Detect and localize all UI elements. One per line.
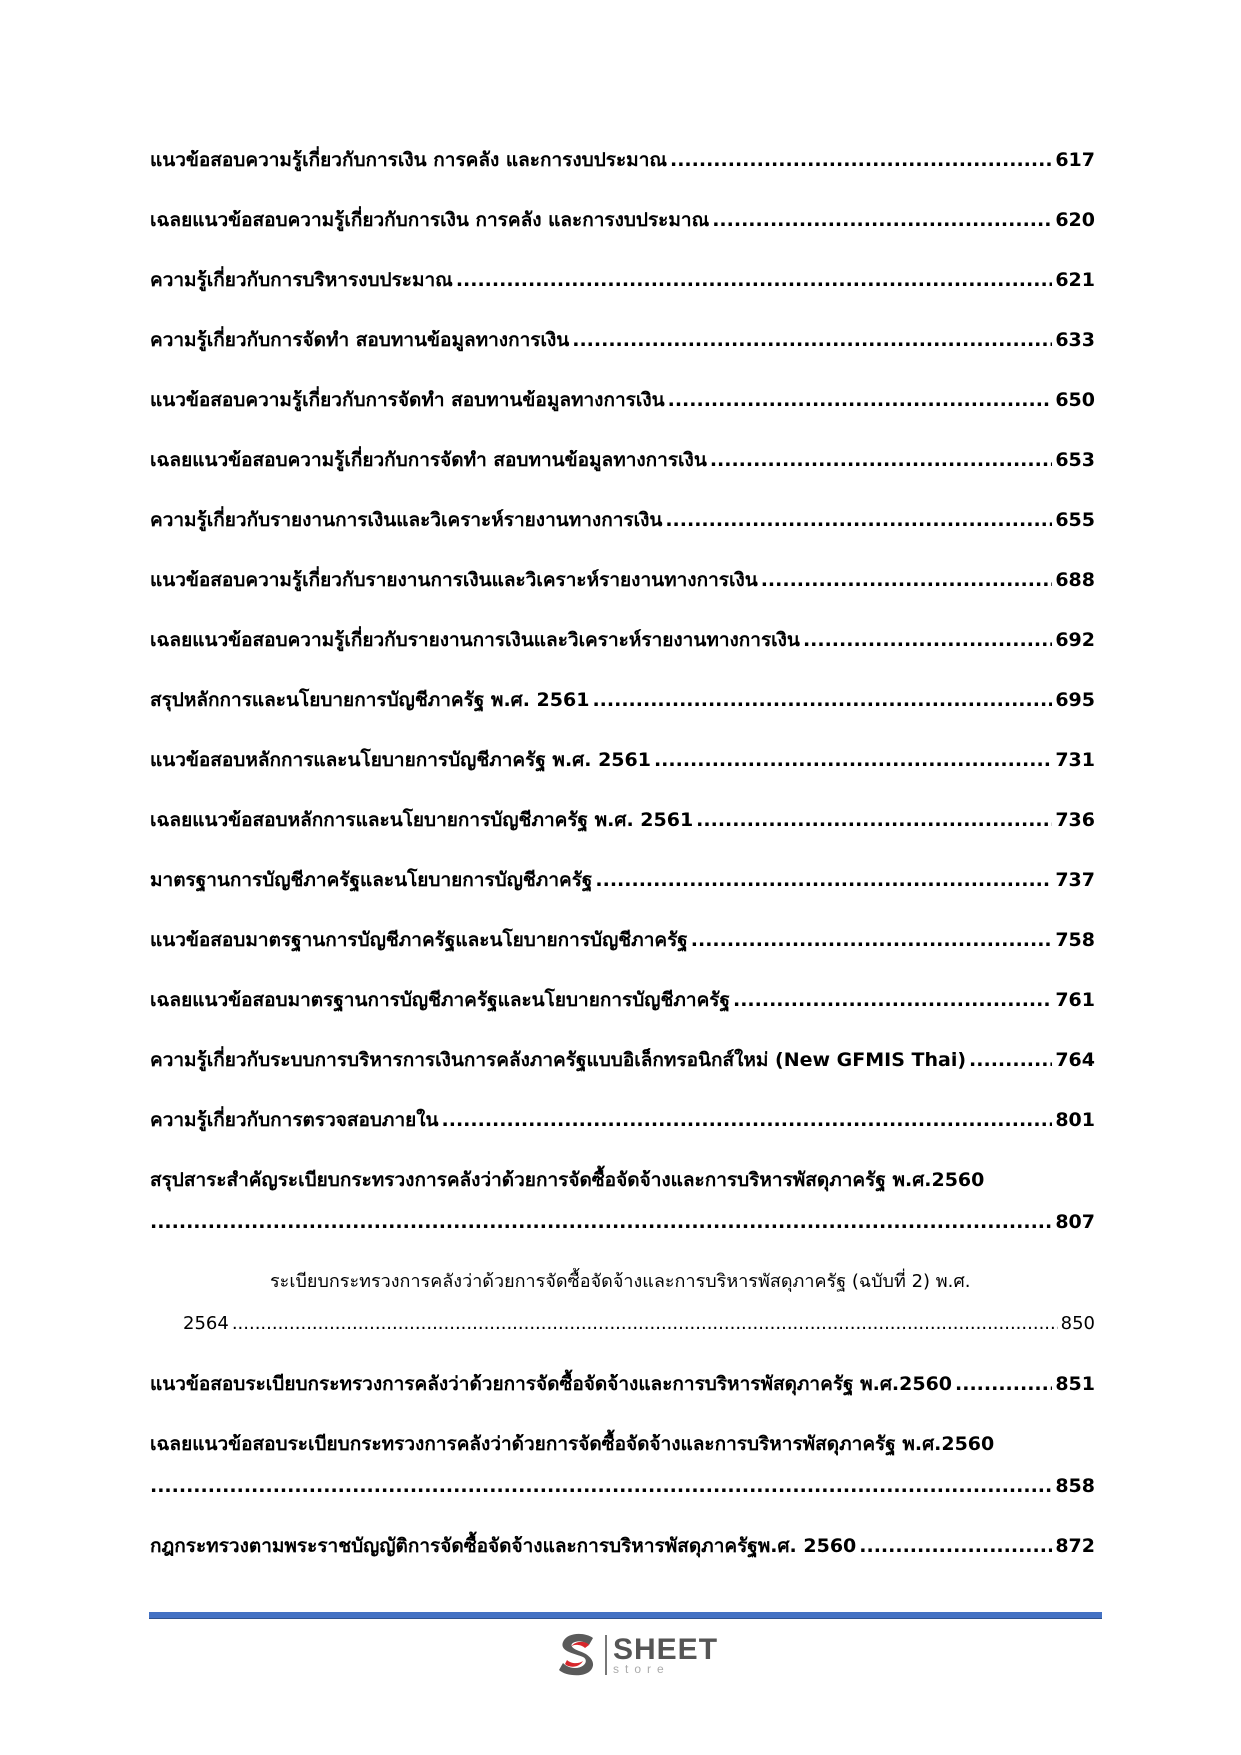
toc-leader-dots <box>572 328 1052 352</box>
footer-rule <box>149 1612 1102 1619</box>
toc-entry-title: เฉลยแนวข้อสอบหลักการและนโยบายการบัญชีภาครัฐ พ.ศ. 2561 <box>150 809 694 831</box>
toc-entry-title: แนวข้อสอบความรู้เกี่ยวกับรายงานการเงินและวิเคราะห์รายงานทางการเงิน <box>150 569 758 591</box>
logo-brand-subtext: store <box>613 1662 670 1676</box>
toc-page-number: 620 <box>1055 209 1095 231</box>
toc-page-number: 764 <box>1055 1049 1095 1071</box>
toc-entry[interactable] <box>150 748 1095 772</box>
toc-entry[interactable] <box>150 688 1095 712</box>
toc-entry-title: สรุปสาระสำคัญระเบียบกระทรวงการคลังว่าด้วยการจัดซื้อจัดจ้างและการบริหารพัสดุภาครัฐ พ.ศ.2560 <box>150 1169 985 1191</box>
toc-subentry-title-line1: ระเบียบกระทรวงการคลังว่าด้วยการจัดซื้อจัดจ้างและการบริหารพัสดุภาครัฐ (ฉบับที่ 2) พ.ศ. <box>270 1271 971 1292</box>
toc-leader-dots <box>803 628 1052 652</box>
toc-entry-title: แนวข้อสอบความรู้เกี่ยวกับการเงิน การคลัง และการงบประมาณ <box>150 149 667 171</box>
toc-page-number: 758 <box>1055 929 1095 951</box>
sheet-store-s-logo-icon <box>555 1630 601 1680</box>
toc-entry-title: เฉลยแนวข้อสอบระเบียบกระทรวงการคลังว่าด้วยการจัดซื้อจัดจ้างและการบริหารพัสดุภาครัฐ พ.ศ.2560 <box>150 1433 995 1455</box>
toc-leader-dots <box>710 448 1053 472</box>
toc-page-number: 653 <box>1055 449 1095 471</box>
toc-leader-dots <box>733 988 1052 1012</box>
toc-leader-dots <box>150 1210 1052 1234</box>
toc-entry-title: แนวข้อสอบความรู้เกี่ยวกับการจัดทำ สอบทานข้อมูลทางการเงิน <box>150 389 665 411</box>
toc-page-number: 692 <box>1055 629 1095 651</box>
toc-page-number: 621 <box>1055 269 1095 291</box>
toc-page-number: 737 <box>1055 869 1095 891</box>
toc-page-number: 688 <box>1055 569 1095 591</box>
toc-page-number: 655 <box>1055 509 1095 531</box>
toc-leader-dots <box>969 1048 1052 1072</box>
toc-leader-dots <box>595 868 1052 892</box>
toc-entry-title: กฎกระทรวงตามพระราชบัญญัติการจัดซื้อจัดจ้างและการบริหารพัสดุภาครัฐพ.ศ. 2560 <box>150 1535 857 1557</box>
toc-page-number: 850 <box>1060 1313 1095 1334</box>
toc-page-number: 650 <box>1055 389 1095 411</box>
toc-entry[interactable] <box>150 388 1095 412</box>
logo-separator <box>605 1635 607 1675</box>
toc-entry[interactable] <box>150 328 1095 352</box>
toc-page-number: 731 <box>1055 749 1095 771</box>
toc-page-number: 633 <box>1055 329 1095 351</box>
toc-entry-title: แนวข้อสอบหลักการและนโยบายการบัญชีภาครัฐ พ.ศ. 2561 <box>150 749 651 771</box>
toc-entry-title: มาตรฐานการบัญชีภาครัฐและนโยบายการบัญชีภาครัฐ <box>150 869 593 891</box>
toc-entry-wrapped[interactable] <box>150 1168 1095 1234</box>
toc-leader-dots <box>761 568 1053 592</box>
toc-entry-title: ความรู้เกี่ยวกับรายงานการเงินและวิเคราะห์รายงานทางการเงิน <box>150 509 663 531</box>
toc-entry[interactable] <box>150 448 1095 472</box>
toc-entry-title: เฉลยแนวข้อสอบความรู้เกี่ยวกับรายงานการเงินและวิเคราะห์รายงานทางการเงิน <box>150 629 800 651</box>
toc-leader-dots <box>150 1474 1052 1498</box>
toc-page-number: 617 <box>1055 149 1095 171</box>
toc-leader-dots <box>955 1372 1052 1396</box>
toc-entry-title: เฉลยแนวข้อสอบความรู้เกี่ยวกับการเงิน การคลัง และการงบประมาณ <box>150 209 710 231</box>
toc-entry[interactable] <box>150 1534 1095 1558</box>
toc-entry[interactable] <box>150 1108 1095 1132</box>
toc-entry[interactable] <box>150 1048 1095 1072</box>
toc-leader-dots <box>712 208 1052 232</box>
toc-leader-dots <box>654 748 1052 772</box>
toc-leader-dots <box>691 928 1053 952</box>
toc-page-number: 858 <box>1055 1475 1095 1497</box>
toc-entry[interactable] <box>150 1372 1095 1396</box>
toc-entry-title: เฉลยแนวข้อสอบมาตรฐานการบัญชีภาครัฐและนโยบายการบัญชีภาครัฐ <box>150 989 730 1011</box>
toc-leader-dots <box>665 508 1052 532</box>
toc-page-number: 807 <box>1055 1211 1095 1233</box>
toc-entry-wrapped[interactable] <box>150 1432 1095 1498</box>
toc-subentry-title-line2: 2564 <box>183 1313 229 1334</box>
toc-subentry[interactable] <box>150 1270 1095 1336</box>
toc-entry-title: สรุปหลักการและนโยบายการบัญชีภาครัฐ พ.ศ. 2561 <box>150 689 590 711</box>
toc-entry[interactable] <box>150 808 1095 832</box>
toc-page-number: 695 <box>1055 689 1095 711</box>
toc-entry[interactable] <box>150 868 1095 892</box>
toc-leader-dots <box>668 388 1053 412</box>
toc-entry-title: ความรู้เกี่ยวกับการจัดทำ สอบทานข้อมูลทางการเงิน <box>150 329 570 351</box>
sheet-store-logo <box>555 1630 718 1680</box>
toc-page-number: 736 <box>1055 809 1095 831</box>
table-of-contents <box>150 148 1095 1594</box>
toc-entry[interactable] <box>150 508 1095 532</box>
toc-entry-title: แนวข้อสอบระเบียบกระทรวงการคลังว่าด้วยการจัดซื้อจัดจ้างและการบริหารพัสดุภาครัฐ พ.ศ.2560 <box>150 1373 953 1395</box>
toc-entry[interactable] <box>150 568 1095 592</box>
toc-leader-dots <box>456 268 1053 292</box>
toc-page-number: 851 <box>1055 1373 1095 1395</box>
toc-leader-dots <box>442 1108 1053 1132</box>
toc-page-number: 761 <box>1055 989 1095 1011</box>
toc-page-number: 872 <box>1055 1535 1095 1557</box>
toc-entry-title: ความรู้เกี่ยวกับการบริหารงบประมาณ <box>150 269 453 291</box>
toc-entry-title: เฉลยแนวข้อสอบความรู้เกี่ยวกับการจัดทำ สอบทานข้อมูลทางการเงิน <box>150 449 707 471</box>
toc-leader-dots <box>696 808 1052 832</box>
toc-entry[interactable] <box>150 208 1095 232</box>
logo-brand-text: SHEET <box>613 1633 719 1666</box>
toc-entry[interactable] <box>150 988 1095 1012</box>
toc-entry[interactable] <box>150 148 1095 172</box>
toc-entry-title: ความรู้เกี่ยวกับระบบการบริหารการเงินการคลังภาครัฐแบบอิเล็กทรอนิกส์ใหม่ (New GFMIS Thai) <box>150 1049 967 1071</box>
toc-leader-dots <box>232 1312 1058 1336</box>
toc-entry[interactable] <box>150 268 1095 292</box>
toc-page-number: 801 <box>1055 1109 1095 1131</box>
toc-entry-title: ความรู้เกี่ยวกับการตรวจสอบภายใน <box>150 1109 439 1131</box>
toc-leader-dots <box>670 148 1052 172</box>
toc-leader-dots <box>592 688 1052 712</box>
toc-leader-dots <box>859 1534 1052 1558</box>
toc-entry[interactable] <box>150 628 1095 652</box>
toc-entry-title: แนวข้อสอบมาตรฐานการบัญชีภาครัฐและนโยบายการบัญชีภาครัฐ <box>150 929 688 951</box>
toc-entry[interactable] <box>150 928 1095 952</box>
